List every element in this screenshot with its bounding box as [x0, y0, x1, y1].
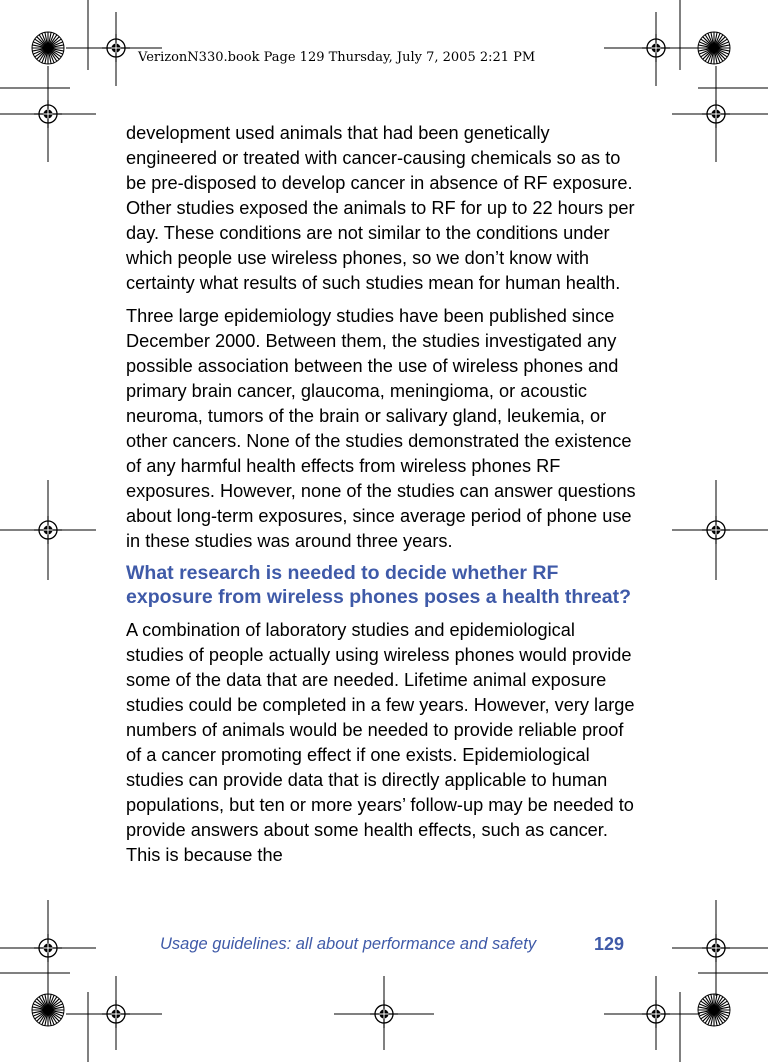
- body-paragraph-2: Three large epidemiology studies have been published since December 2000. Between them, the studies investigated any possible association between the use of wireless phones and primary brain cancer, glaucoma, meningioma, or acoustic neuroma, tumors of the brain or salivary gland, leukemia, or other cancers. None of the studies demonstrated the existence of any harmful health effects from wireless phones RF exposures. However, none of the studies can answer questions about long-term exposures, since average period of phone use in these studies was around three years.: [126, 306, 636, 551]
- body-paragraph-1: development used animals that had been genetically engineered or treated with cancer-causing chemicals so as to be pre-disposed to develop cancer in absence of RF exposure. Other studies exposed the animals to RF for up to 22 hours per day. These conditions are not similar to the conditions under which people use wireless phones, so we don’t know with certainty what results of such studies mean for human health.: [126, 123, 635, 293]
- body-paragraph-3: A combination of laboratory studies and epidemiological studies of people actually using wireless phones would provide some of the data that are needed. Lifetime animal exposure studies could be completed in a few years. However, very large numbers of animals would be needed to provide reliable proof of a cancer promoting effect if one exists. Epidemiological studies can provide data that is directly applicable to human populations, but ten or more years’ follow-up may be needed to provide answers about some health effects, such as cancer. This is because the: [126, 620, 635, 865]
- section-heading: What research is needed to decide whether RF exposure from wireless phones poses a health threat?: [126, 562, 631, 608]
- book-slug-line: VerizonN330.book Page 129 Thursday, July 7, 2005 2:21 PM: [138, 50, 536, 65]
- page-number: 129: [594, 934, 625, 954]
- page-body: [126, 121, 636, 868]
- footer-section-title: Usage guidelines: all about performance and safety: [160, 935, 537, 953]
